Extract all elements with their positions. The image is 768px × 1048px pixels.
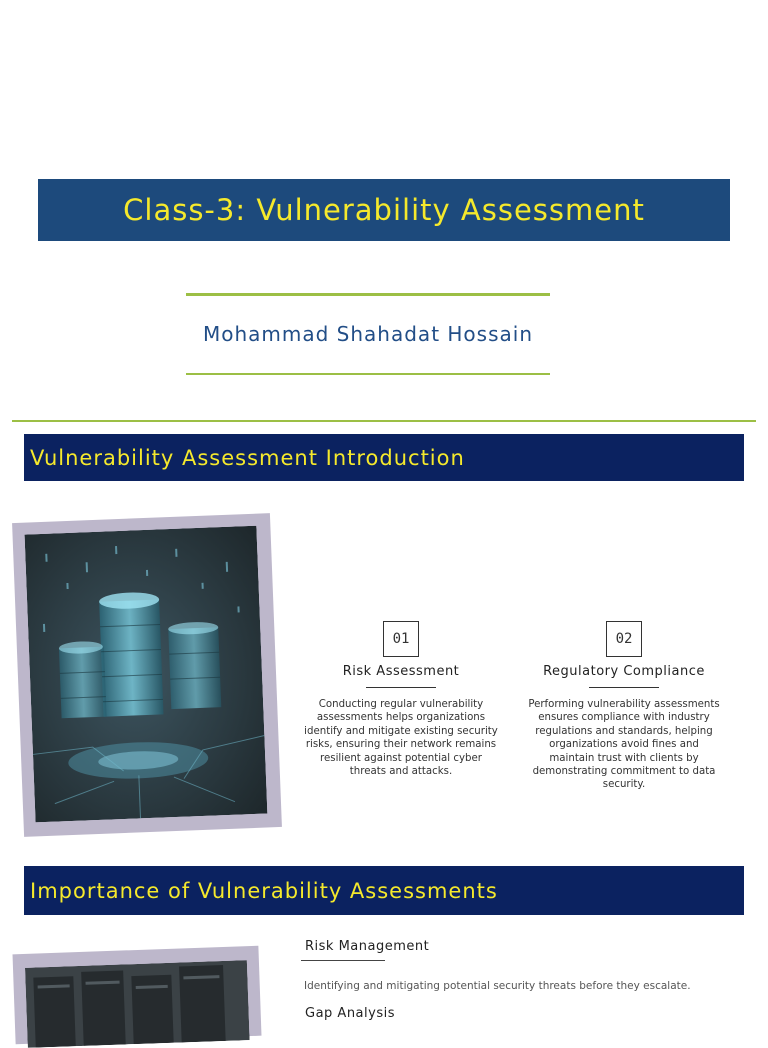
importance-item-title-gap-analysis: Gap Analysis	[305, 1006, 395, 1021]
server-data-image	[25, 526, 268, 823]
section-bar-intro	[24, 434, 744, 481]
card-number-02: 02	[606, 621, 642, 657]
importance-item-rule	[301, 960, 385, 961]
section-heading-intro: Vulnerability Assessment Introduction	[30, 445, 465, 470]
page-divider	[12, 420, 756, 422]
card-title-risk-assessment: Risk Assessment	[342, 664, 460, 679]
page-title: Class-3: Vulnerability Assessment	[123, 193, 645, 227]
section-heading-importance: Importance of Vulnerability Assessments	[30, 878, 498, 903]
intro-image-frame	[12, 513, 282, 837]
author-name: Mohammad Shahadat Hossain	[202, 322, 533, 346]
card-body-risk-assessment: Conducting regular vulnerability assessments helps organizations identify and mitigate existing security risks, ensuring their network remains resilient against potential cyber threats and attacks.	[304, 699, 498, 778]
importance-image-frame	[13, 946, 262, 1045]
section-bar-importance	[24, 866, 744, 915]
card-title-regulatory-compliance: Regulatory Compliance	[543, 664, 705, 679]
card-body-regulatory-compliance: Performing vulnerability assessments ensures compliance with industry regulations and standards, helping organizations avoid fines and maintain trust with clients by demonstrating commitment to data security.	[528, 699, 720, 791]
importance-item-text-risk-management: Identifying and mitigating potential security threats before they escalate.	[304, 980, 691, 992]
card-number-01: 01	[383, 621, 419, 657]
author-bottom-rule	[186, 373, 550, 375]
server-rack-image	[25, 960, 250, 1048]
author-top-rule	[186, 293, 550, 296]
card-rule-01	[366, 687, 436, 688]
title-banner	[38, 179, 730, 241]
importance-item-title-risk-management: Risk Management	[305, 939, 430, 954]
card-rule-02	[589, 687, 659, 688]
